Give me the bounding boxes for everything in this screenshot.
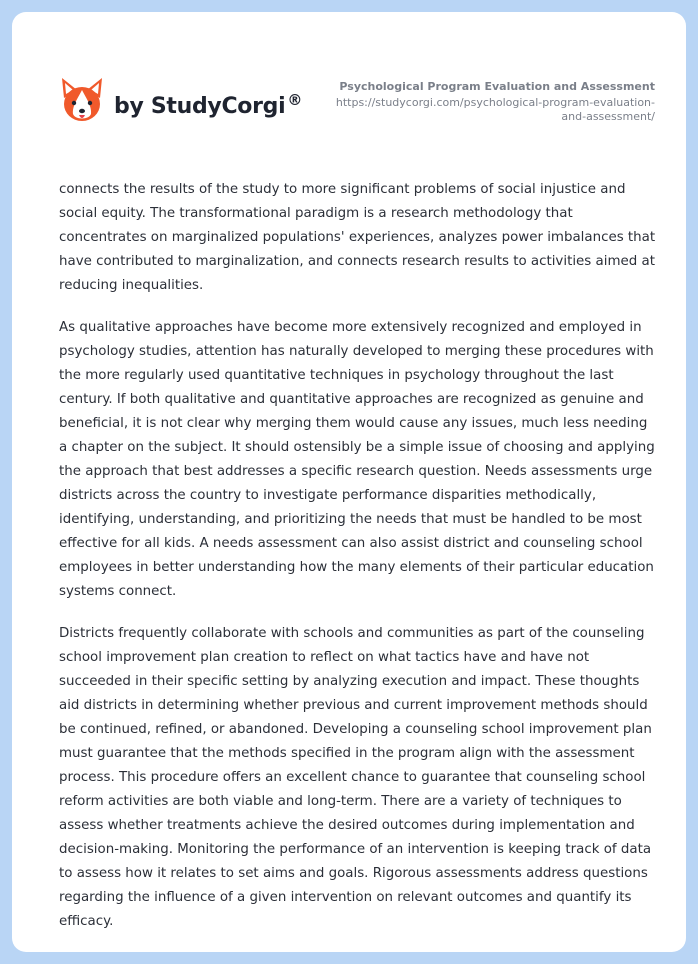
- source-info: [325, 80, 655, 124]
- corgi-icon: [60, 76, 104, 124]
- source-url[interactable]: https://studycorgi.com/psychological-program-evaluation- and-assessment/: [335, 96, 655, 123]
- paragraph: connects the results of the study to more significant problems of social injustice and social equity. The transformational paradigm is a research methodology that concentrates on marginalized populations' experiences, analyzes power imbalances that have contributed to marginalization, and connects research results to activities aimed at reducing inequalities.: [59, 182, 656, 293]
- paragraph: Districts frequently collaborate with schools and communities as part of the counseling school improvement plan creation to reflect on what tactics have and have not succeeded in their specific setting by analyzing execution and impact. These thoughts aid districts in determining whether previous and current improvement methods should be continued, refined, or abandoned. Developing a counseling school improvement plan must guarantee that the methods specified in the program align with the assessment process. This procedure offers an excellent chance to guarantee that counseling school reform activities are both viable and long-term. There are a variety of techniques to assess whether treatments achieve the desired outcomes during implementation and decision-making. Monitoring the performance of an intervention is keeping track of data to assess how it relates to set aims and goals. Rigorous assessments address questions regarding the influence of a given intervention on relevant outcomes and quantify its efficacy.: [59, 626, 652, 929]
- paragraph: As qualitative approaches have become more extensively recognized and employed in psychology studies, attention has naturally developed to merging these procedures with the more regularly used quantitative techniques in psychology throughout the last century. If both qualitative and quantitative approaches are recognized as genuine and beneficial, it is not clear why merging them would cause any issues, much less needing a chapter on the subject. It should ostensibly be a simple issue of choosing and applying the approach that best addresses a specific research question. Needs assessments urge districts across the country to investigate performance disparities methodically, identifying, understanding, and prioritizing the needs that must be handled to be most effective for all kids. A needs assessment can also assist district and counseling school employees in better understanding how the many elements of their particular education systems connect.: [59, 320, 655, 599]
- brand-name: by StudyCorgi ®: [114, 91, 303, 119]
- studycorgi-logo[interactable]: [60, 76, 320, 136]
- article-body: [59, 178, 659, 952]
- document-title: Psychological Program Evaluation and Assessment: [339, 80, 655, 93]
- page-card: [12, 12, 686, 952]
